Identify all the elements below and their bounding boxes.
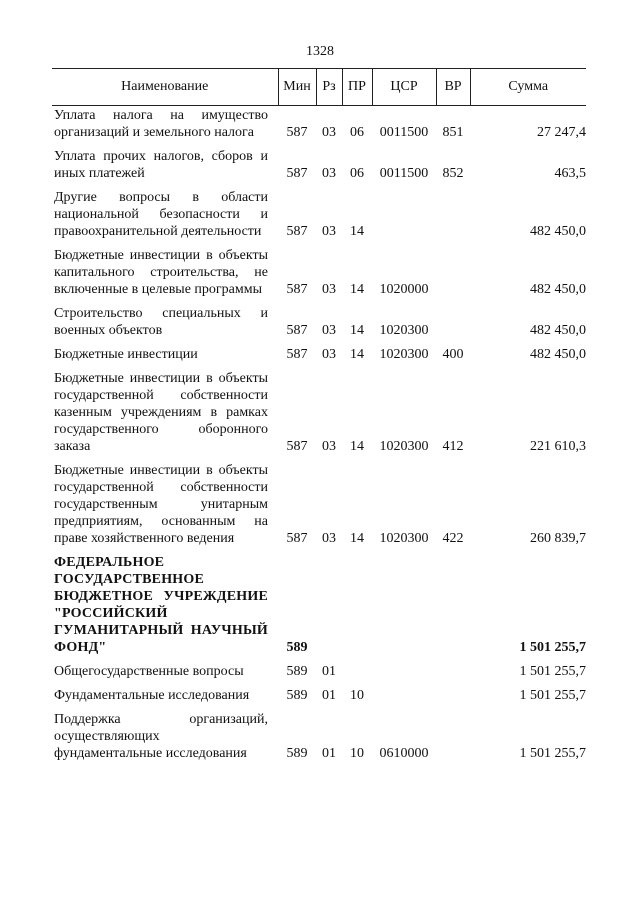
cell-name: ФЕДЕРАЛЬНОЕ ГОСУДАРСТВЕННОЕ БЮДЖЕТНОЕ УЧРЕЖДЕНИЕ "РОССИЙСКИЙ ГУМАНИТАРНЫЙ НАУЧНЫЙ ФОНД" — [54, 555, 268, 655]
table-row — [52, 145, 586, 186]
cell-name: Другие вопросы в области национальной безопасности и правоохранительной деятельности — [54, 190, 268, 239]
cell-vr: 852 — [442, 166, 464, 181]
cell-min: 587 — [286, 224, 308, 239]
cell-csr — [372, 660, 436, 684]
cell-min: 587 — [286, 125, 308, 140]
cell-sum: 260 839,7 — [530, 531, 586, 546]
cell-min: 587 — [286, 282, 308, 297]
cell-csr — [372, 684, 436, 708]
table-row — [52, 343, 586, 367]
cell-name: Бюджетные инвестиции — [54, 347, 198, 362]
header-sum: Сумма — [470, 69, 586, 106]
cell-name: Бюджетные инвестиции в объекты капитального строительства, не включенные в целевые программы — [54, 248, 268, 297]
cell-min: 587 — [286, 531, 308, 546]
table-row — [52, 244, 586, 302]
cell-min: 587 — [286, 347, 308, 362]
cell-name: Бюджетные инвестиции в объекты государственной собственности казенным учреждениям в рамках государственного оборонного заказа — [54, 371, 268, 454]
header-pr: ПР — [342, 69, 372, 106]
cell-pr — [342, 551, 372, 660]
cell-min: 587 — [286, 166, 308, 181]
cell-sum: 221 610,3 — [530, 439, 586, 454]
cell-name: Строительство специальных и военных объектов — [54, 306, 268, 338]
cell-rz: 03 — [322, 531, 336, 546]
cell-rz: 03 — [322, 224, 336, 239]
cell-sum: 1 501 255,7 — [519, 640, 586, 655]
cell-sum: 482 450,0 — [530, 323, 586, 338]
table-header — [52, 69, 586, 106]
cell-pr — [342, 660, 372, 684]
cell-csr: 1020000 — [379, 282, 429, 297]
cell-vr — [436, 660, 470, 684]
header-name: Наименование — [52, 69, 278, 106]
cell-sum: 1 501 255,7 — [519, 688, 586, 703]
cell-name: Поддержка организаций, осуществляющих фундаментальные исследования — [54, 712, 268, 761]
cell-min: 589 — [286, 746, 308, 761]
cell-rz: 03 — [322, 125, 336, 140]
cell-name: Уплата прочих налогов, сборов и иных платежей — [54, 149, 268, 181]
cell-pr: 14 — [350, 531, 364, 546]
cell-pr: 14 — [350, 282, 364, 297]
cell-csr: 1020300 — [379, 347, 429, 362]
budget-table — [52, 68, 586, 766]
table-row — [52, 367, 586, 459]
cell-rz: 01 — [322, 664, 336, 679]
cell-name: Уплата налога на имущество организаций и земельного налога — [54, 108, 268, 140]
cell-pr: 14 — [350, 323, 364, 338]
cell-sum: 463,5 — [554, 166, 586, 181]
cell-vr — [436, 684, 470, 708]
cell-vr — [436, 551, 470, 660]
table-row — [52, 684, 586, 708]
table-row — [52, 186, 586, 244]
header-vr: ВР — [436, 69, 470, 106]
cell-sum: 1 501 255,7 — [519, 664, 586, 679]
cell-rz: 03 — [322, 166, 336, 181]
cell-csr: 1020300 — [379, 323, 429, 338]
cell-vr: 400 — [442, 347, 464, 362]
cell-vr: 412 — [442, 439, 464, 454]
cell-pr: 10 — [350, 688, 364, 703]
cell-rz: 01 — [322, 688, 336, 703]
cell-csr: 0610000 — [379, 746, 429, 761]
cell-sum: 482 450,0 — [530, 282, 586, 297]
cell-vr — [436, 302, 470, 343]
cell-sum: 482 450,0 — [530, 224, 586, 239]
table-row — [52, 708, 586, 766]
cell-rz: 01 — [322, 746, 336, 761]
cell-rz: 03 — [322, 439, 336, 454]
cell-sum: 27 247,4 — [537, 125, 586, 140]
table-row — [52, 660, 586, 684]
cell-csr: 0011500 — [379, 125, 429, 140]
cell-csr — [372, 186, 436, 244]
cell-name: Фундаментальные исследования — [54, 688, 250, 703]
cell-min: 587 — [286, 323, 308, 338]
page-number: 1328 — [306, 44, 334, 59]
cell-min: 589 — [286, 640, 308, 655]
cell-pr: 14 — [350, 347, 364, 362]
cell-min: 589 — [286, 664, 308, 679]
cell-csr — [372, 551, 436, 660]
cell-rz: 03 — [322, 323, 336, 338]
header-csr: ЦСР — [372, 69, 436, 106]
cell-vr — [436, 186, 470, 244]
cell-name: Бюджетные инвестиции в объекты государственной собственности государственным унитарным предприятиям, основанным на праве хозяйственного ведения — [54, 463, 268, 546]
cell-csr: 1020300 — [379, 439, 429, 454]
cell-pr: 06 — [350, 125, 364, 140]
header-min: Мин — [278, 69, 316, 106]
cell-vr: 851 — [442, 125, 464, 140]
table-body — [52, 106, 586, 767]
cell-rz — [316, 551, 342, 660]
cell-min: 587 — [286, 439, 308, 454]
cell-rz: 03 — [322, 282, 336, 297]
header-rz: Рз — [316, 69, 342, 106]
cell-sum: 1 501 255,7 — [519, 746, 586, 761]
cell-csr: 1020300 — [379, 531, 429, 546]
cell-sum: 482 450,0 — [530, 347, 586, 362]
cell-rz: 03 — [322, 347, 336, 362]
table-row — [52, 459, 586, 551]
cell-pr: 14 — [350, 439, 364, 454]
table-row — [52, 106, 586, 146]
cell-pr: 14 — [350, 224, 364, 239]
cell-vr — [436, 244, 470, 302]
cell-vr: 422 — [442, 531, 464, 546]
cell-vr — [436, 708, 470, 766]
cell-pr: 06 — [350, 166, 364, 181]
cell-name: Общегосударственные вопросы — [54, 664, 244, 679]
cell-csr: 0011500 — [379, 166, 429, 181]
table-row — [52, 302, 586, 343]
cell-pr: 10 — [350, 746, 364, 761]
cell-min: 589 — [286, 688, 308, 703]
table-row — [52, 551, 586, 660]
